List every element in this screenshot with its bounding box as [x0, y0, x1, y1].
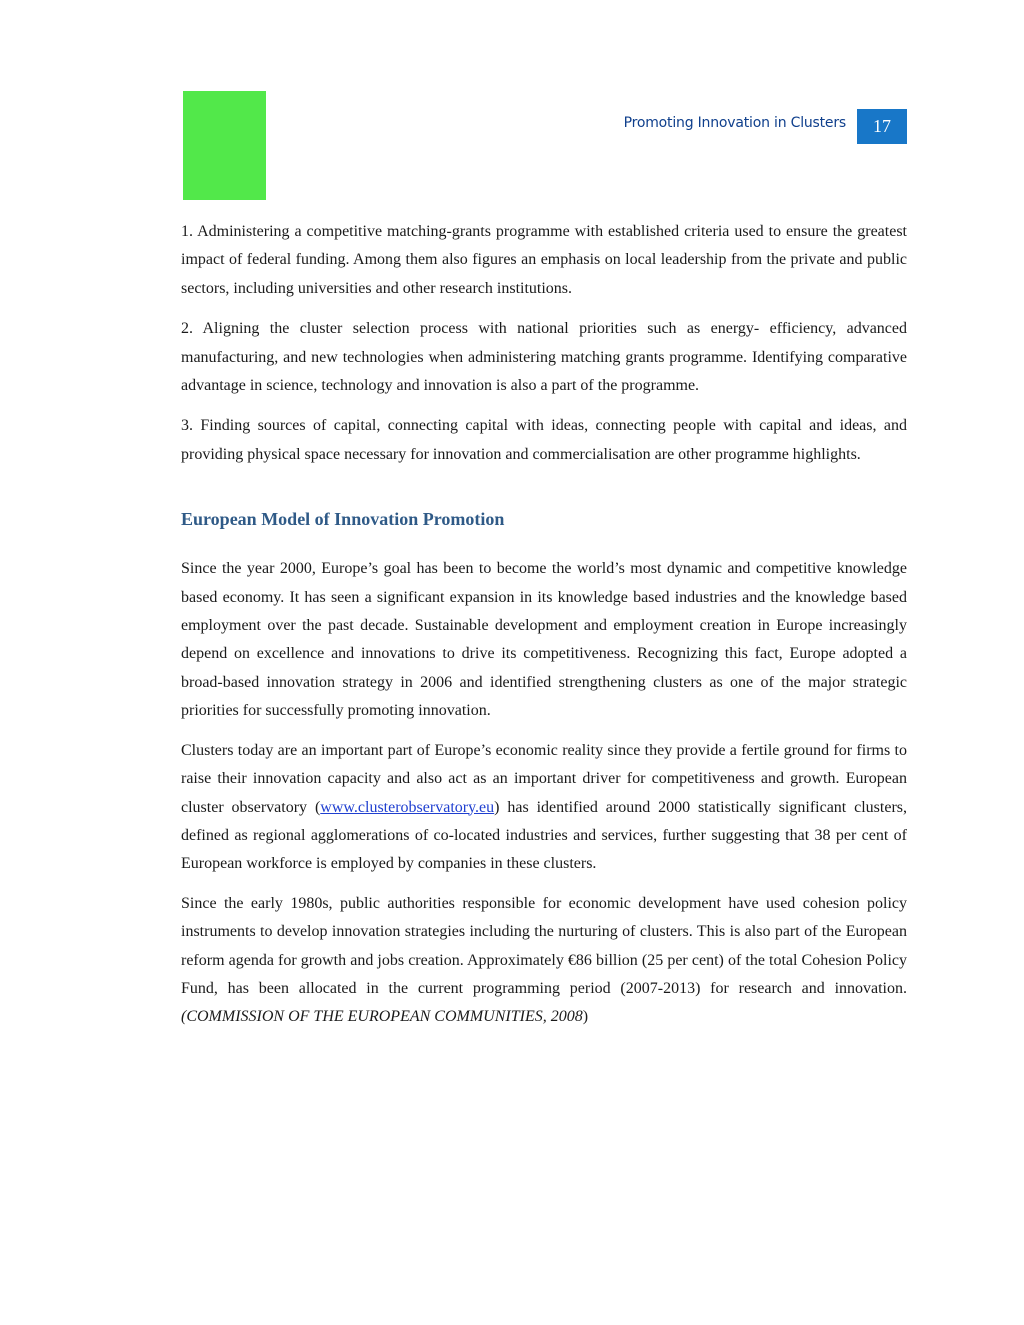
- paragraph-text: Since the early 1980s, public authorities responsible for economic development have used cohesion policy instruments to develop innovation strategies including the nurturing of clusters. This is also part of the European reform agenda for growth and jobs creation. Approximately €86 billion (25 per cent) of the total Cohesion Policy Fund, has been allocated in the current programming period (2007-2013) for research and innovation.: [181, 894, 907, 997]
- cluster-observatory-link[interactable]: www.clusterobservatory.eu: [320, 798, 495, 816]
- page-body: [181, 218, 907, 1032]
- list-item: 1. Administering a competitive matching-grants programme with established criteria used to ensure the greatest impact of federal funding. Among them also figures an emphasis on local leadership from the private and public sectors, including universities and other research institutions.: [181, 223, 907, 297]
- list-item: 2. Aligning the cluster selection process with national priorities such as energy- efficiency, advanced manufacturing, and new technologies when administering matching grants programme. Identifying comparative advantage in science, technology and innovation is also a part of the programme.: [181, 320, 907, 395]
- citation: (COMMISSION OF THE EUROPEAN COMMUNITIES, 2008: [181, 1008, 583, 1026]
- paragraph-text: ) has identified around 2000 statistically significant clusters, defined as regional agglomerations of co-located industries and services, further suggesting that 38 per cent of European workforce is employed by companies in these clusters.: [181, 798, 908, 873]
- body-paragraph-2: [181, 737, 907, 879]
- section-heading: European Model of Innovation Promotion: [181, 509, 505, 530]
- page-number: 17: [873, 116, 891, 136]
- body-paragraph-1: Since the year 2000, Europe’s goal has been to become the world’s most dynamic and competitive knowledge based economy. It has seen a significant expansion in its knowledge based industries and the knowledge based employment over the past decade. Sustainable development and employment creation in Europe increasingly depend on excellence and innovations to drive its competitiveness. Recognizing this fact, Europe adopted a broad-based innovation strategy in 2006 and identified strengthening clusters as one of the major strategic priorities for successfully promoting innovation.: [181, 560, 907, 720]
- body-paragraph-3: [181, 890, 907, 1032]
- paragraph-text: Clusters today are an important part of Europe’s economic reality since they provide a fertile ground for firms to raise their innovation capacity and also act as an important driver for competitiveness and growth. European cluster observatory (: [181, 741, 907, 816]
- page-number-badge: [857, 109, 907, 144]
- citation-close: ): [582, 1008, 589, 1026]
- green-accent-block: [183, 91, 266, 200]
- list-item: 3. Finding sources of capital, connecting capital with ideas, connecting people with capital and ideas, and providing physical space necessary for innovation and commercialisation are other programme highlights.: [181, 417, 907, 463]
- running-header-title: Promoting Innovation in Clusters: [623, 115, 846, 131]
